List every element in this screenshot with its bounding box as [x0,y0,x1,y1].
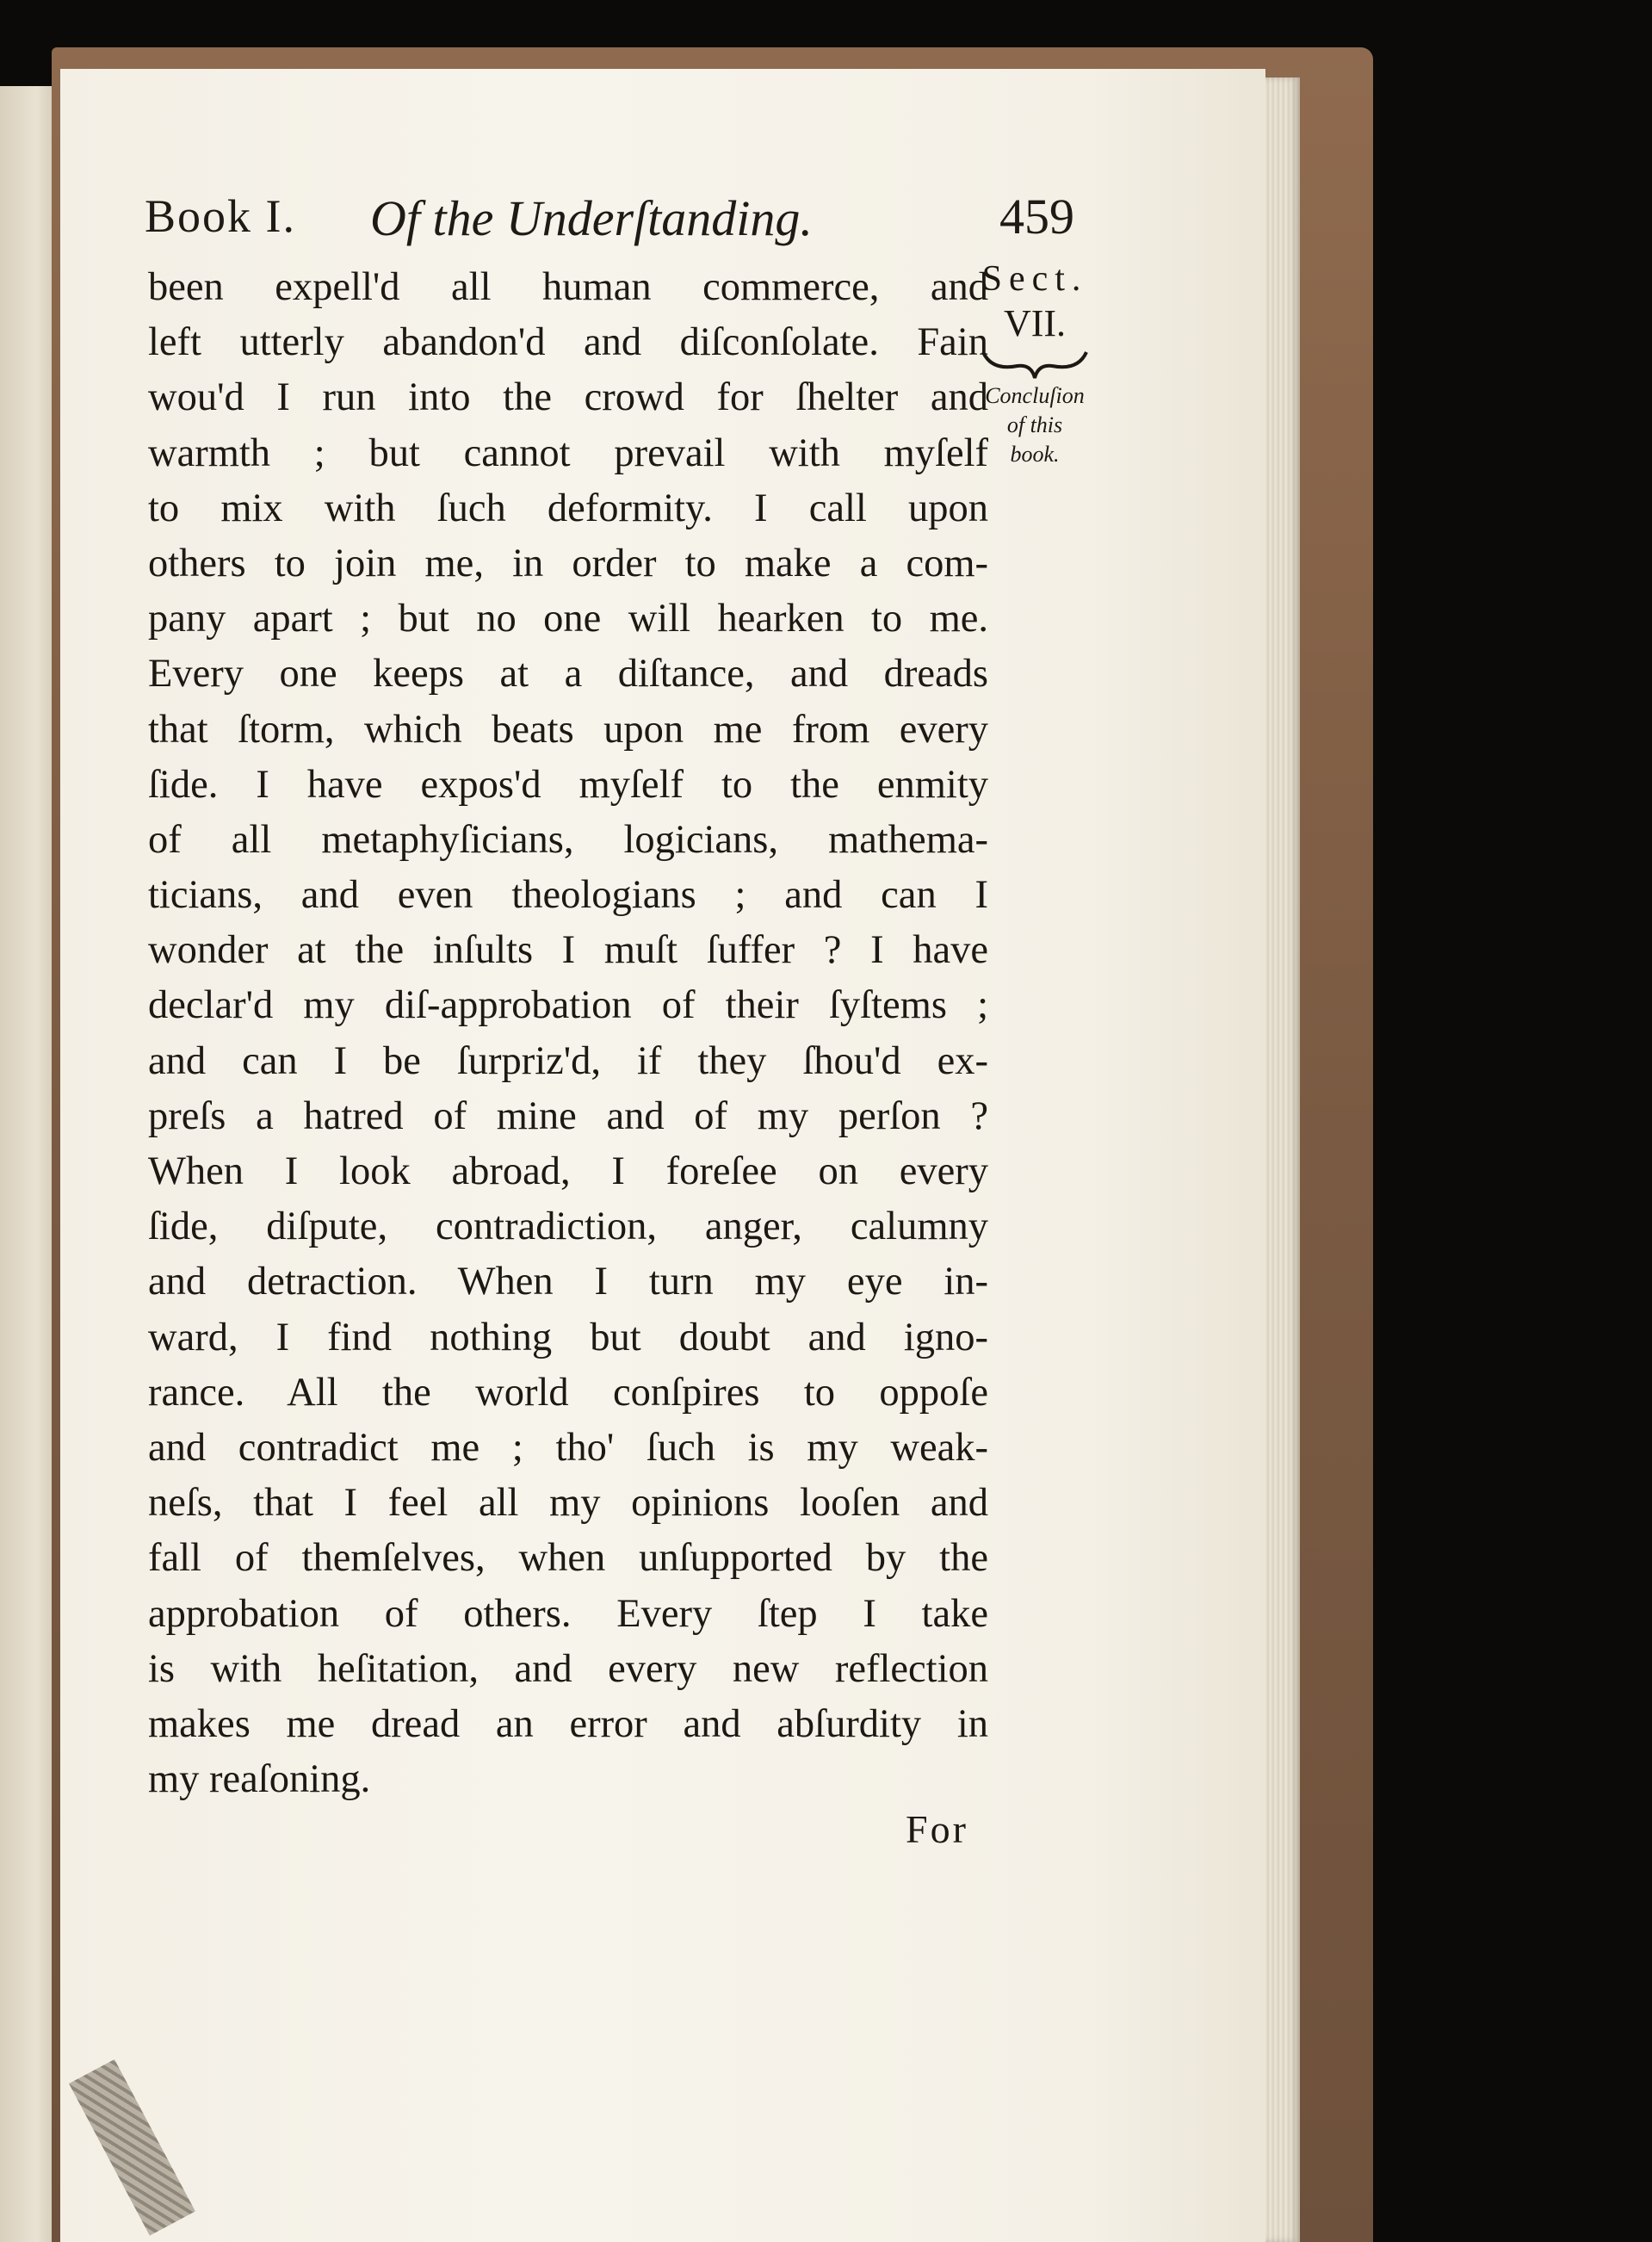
text-line: and detraction. When I turn my eye in- [148,1260,988,1304]
text-line: Every one keeps at a diſtance, and dreads [148,652,988,697]
section-number: VII. [1003,302,1067,344]
text-line: and can I be ſurpriz'd, if they ſhou'd ex- [148,1038,988,1083]
text-line: wou'd I run into the crowd for ſhelter and [148,375,988,420]
text-line: ward, I find nothing but doubt and igno- [148,1315,988,1359]
catchword: For [906,1807,968,1851]
text-line: ſide. I have expos'd myſelf to the enmity [148,762,988,807]
text-line: to mix with ſuch deformity. I call upon [148,486,988,530]
text-line: is with heſitation, and every new reflection [148,1646,988,1691]
text-line: my reaſoning. [148,1757,371,1802]
text-line: and contradict me ; tho' ſuch is my weak- [148,1425,988,1470]
text-line: neſs, that I feel all my opinions looſen and [148,1481,988,1526]
text-line: ticians, and even theologians ; and can I [148,873,988,918]
margin-note-line: Concluſion [985,383,1085,408]
text-line: rance. All the world conſpires to oppoſe [148,1370,988,1415]
text-line: pany apart ; but no one will hearken to me. [148,597,988,641]
running-head-book: Book I. [145,190,296,242]
text-line: wonder at the inſults I muſt ſuffer ? I have [148,928,988,973]
margin-note-line: book. [1010,442,1060,467]
text-line: preſs a hatred of mine and of my perſon ? [148,1093,988,1138]
text-line: others to join me, in order to make a com- [148,541,988,585]
text-line: been expell'd all human commerce, and [148,265,988,309]
running-header [145,183,1074,251]
body-paragraph [148,260,988,1807]
running-head-title: Of the Underſtanding. [370,190,813,246]
text-line: of all metaphyſicians, logicians, mathema- [148,817,988,862]
text-line: that ſtorm, which beats upon me from every [148,707,988,752]
text-line: warmth ; but cannot prevail with myſelf [148,430,988,475]
text-line: approbation of others. Every ſtep I take [148,1591,988,1636]
text-line: makes me dread an error and abſurdity in [148,1701,988,1746]
text-line: declar'd my diſ-approbation of their ſyſtems ; [148,983,988,1028]
page-number: 459 [999,189,1074,245]
text-line: When I look abroad, I foreſee on every [148,1149,988,1193]
text-line: fall of themſelves, when unſupported by the [148,1536,988,1581]
text-line: left utterly abandon'd and diſconſolate. Fain [148,320,988,365]
section-label: Sect. [981,259,1088,299]
margin-note-line: of this [1006,412,1063,437]
text-line: ſide, diſpute, contradiction, anger, calumny [148,1205,988,1249]
